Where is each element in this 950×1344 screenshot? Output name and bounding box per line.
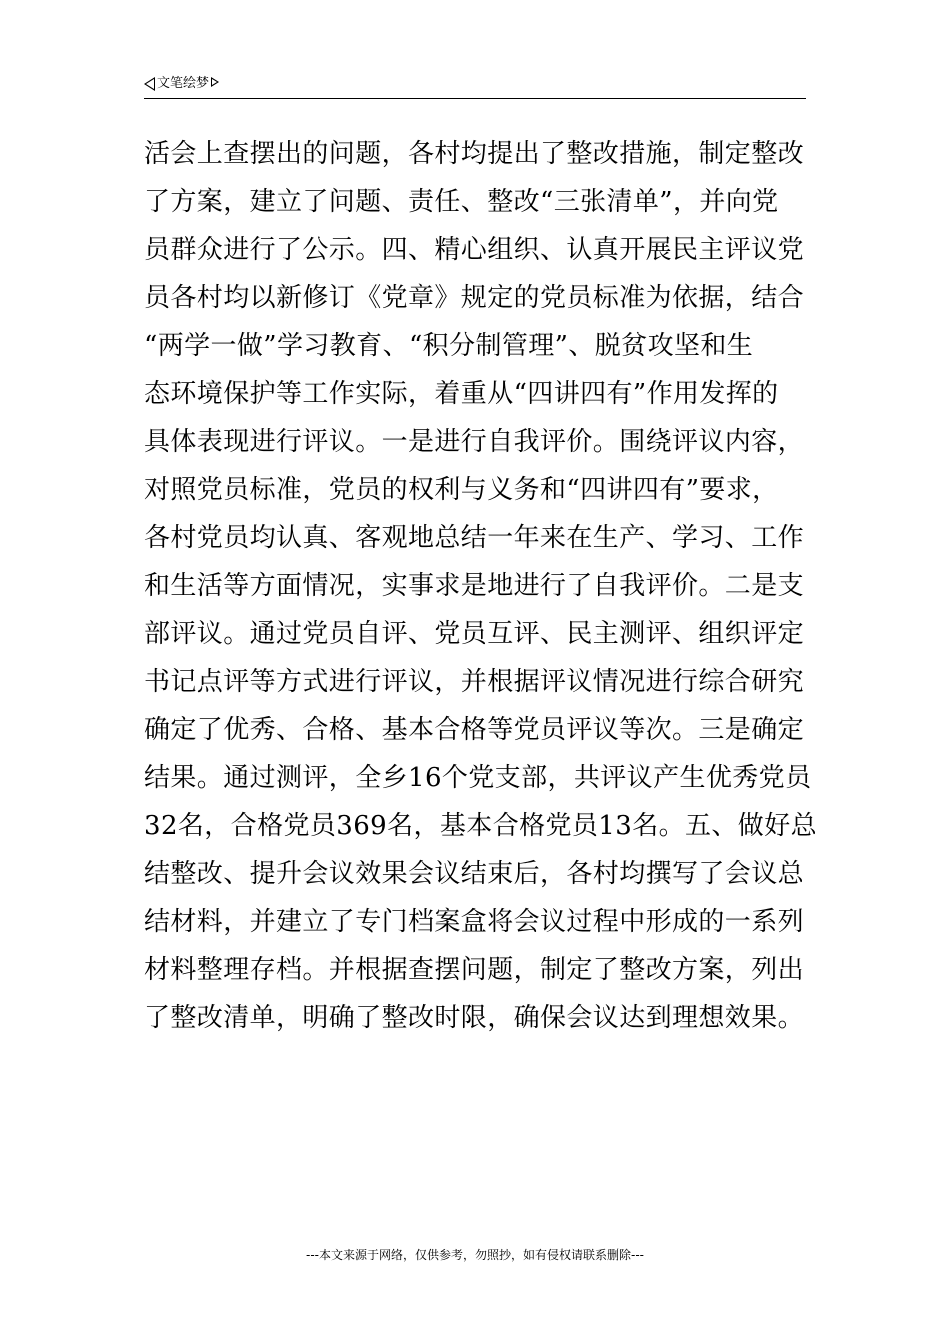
body-line: 员各村均以新修订《党章》规定的党员标准为依据，结合 bbox=[144, 283, 805, 313]
body-line: 员群众进行了公示。四、精心组织、认真开展民主评议党 bbox=[144, 235, 805, 265]
body-line: 和生活等方面情况，实事求是地进行了自我评价。二是支 bbox=[144, 571, 805, 601]
body-line: 结材料，并建立了专门档案盒将会议过程中形成的一系列 bbox=[144, 907, 805, 937]
body-line: “两学一做”学习教育、“积分制管理”、脱贫攻坚和生 bbox=[144, 331, 754, 361]
page-header bbox=[144, 74, 806, 99]
header-brand-text: 文笔绘梦 bbox=[157, 76, 210, 91]
document-body bbox=[144, 130, 817, 1042]
body-line: 了方案，建立了问题、责任、整改“三张清单”，并向党 bbox=[144, 187, 779, 217]
triangle-right-icon bbox=[211, 77, 219, 87]
body-line: 对照党员标准，党员的权利与义务和“四讲四有”要求， bbox=[144, 475, 779, 505]
body-line: 活会上查摆出的问题，各村均提出了整改措施，制定整改 bbox=[144, 139, 805, 169]
body-line: 材料整理存档。并根据查摆问题，制定了整改方案，列出 bbox=[144, 955, 805, 985]
body-line: 各村党员均认真、客观地总结一年来在生产、学习、工作 bbox=[144, 523, 805, 553]
body-line: 确定了优秀、合格、基本合格等党员评议等次。三是确定 bbox=[144, 715, 805, 745]
body-line: 具体表现进行评议。一是进行自我评价。围绕评议内容， bbox=[144, 427, 805, 457]
body-line: 态环境保护等工作实际，着重从“四讲四有”作用发挥的 bbox=[144, 379, 779, 409]
body-line: 书记点评等方式进行评议，并根据评议情况进行综合研究 bbox=[144, 667, 805, 697]
body-line: 部评议。通过党员自评、党员互评、民主测评、组织评定 bbox=[144, 619, 805, 649]
page-footer: ---本文来源于网络，仅供参考，勿照抄，如有侵权请联系删除--- bbox=[306, 1248, 644, 1262]
body-line: 结果。通过测评，全乡16个党支部，共评议产生优秀党员 bbox=[144, 763, 812, 793]
header-brand bbox=[144, 76, 219, 92]
triangle-left-icon bbox=[144, 77, 155, 91]
body-line: 了整改清单，明确了整改时限，确保会议达到理想效果。 bbox=[144, 1003, 805, 1033]
body-line: 结整改、提升会议效果会议结束后，各村均撰写了会议总 bbox=[144, 859, 805, 889]
body-line: 32名，合格党员369名，基本合格党员13名。五、做好总 bbox=[144, 811, 817, 841]
